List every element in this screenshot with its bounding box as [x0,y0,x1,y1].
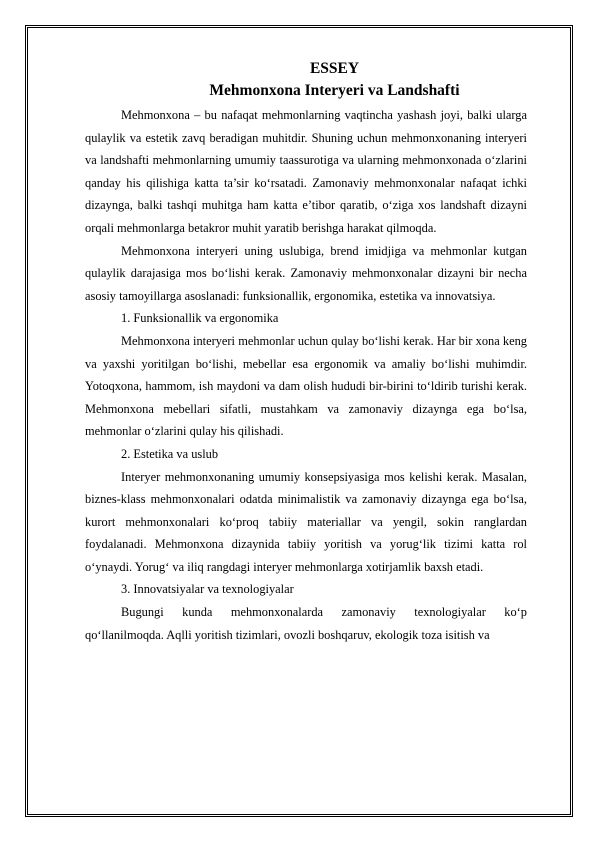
section-heading-innovations: 3. Innovatsiyalar va texnologiyalar [121,582,294,597]
section-text-aesthetics: Interyer mehmonxonaning umumiy konsepsiyasiga mos kelishi kerak. Masalan, biznes-klass mehmonxonalari odatda minimalistik va zamonaviy dizaynga ega bo‘lsa, kurort mehmonxonalari ko‘proq tabiiy materiallar va yengil, sokin ranglardan foydalanadi. Mehmonxona dizaynida tabiiy yoritish va yorug‘lik tizimi katta rol o‘ynaydi. Yorug‘ va iliq rangdagi interyer mehmonlarga xotirjamlik baxsh etadi. [85,469,527,574]
intro-paragraph: Mehmonxona – bu nafaqat mehmonlarning vaqtincha yashash joyi, balki ularga qulaylik va estetik zavq beradigan muhitdir. Shuning uchun mehmonxonaning interyeri va landshafti mehmonlarning umumiy taassurotiga va ularning mehmonxonada o‘zlarini qanday his qilishiga katta ta’sir ko‘rsatadi. Zamonaviy mehmonxonalar nafaqat ichki dizaynga, balki tashqi muhitga ham katta e’tibor qaratib, o‘ziga xos landshaft dizayni orqali mehmonlarga betakror muhit yaratib berishga harakat qilmoqda. [85,108,527,235]
section-heading-aesthetics: 2. Estetika va uslub [121,446,219,461]
section-heading-functionality: 1. Funksionallik va ergonomika [121,311,279,326]
section-text-innovations: Bugungi kunda mehmonxonalarda zamonaviy texnologiyalar ko‘p qo‘llanilmoqda. Aqlli yoritish tizimlari, ovozli boshqaruv, ekologik toza isitish va [85,605,527,642]
section-text-functionality: Mehmonxona interyeri mehmonlar uchun qulay bo‘lishi kerak. Har bir xona keng va yaxshi yoritilgan bo‘lishi, mebellar esa ergonomik va amaliy bo‘lishi muhimdir. Yotoqxona, hammom, ish maydoni va dam olish hududi bir-birini to‘ldirib turishi kerak. Mehmonxona mebellari sifatli, mustahkam va zamonaviy dizaynga ega bo‘lsa, mehmonlar o‘zlarini qulay his qilishadi. [85,333,527,439]
interior-paragraph: Mehmonxona interyeri uning uslubiga, brend imidjiga va mehmonlar kutgan qulaylik darajasiga mos bo‘lishi kerak. Zamonaviy mehmonxonalar dizayni bir necha asosiy tamoyillarga asoslanadi: funksionallik, ergonomika, estetika va innovatsiya. [85,243,527,303]
document-body [85,58,527,646]
essay-title: Mehmonxona Interyeri va Landshafti [209,82,460,99]
essay-label: ESSEY [309,60,360,77]
